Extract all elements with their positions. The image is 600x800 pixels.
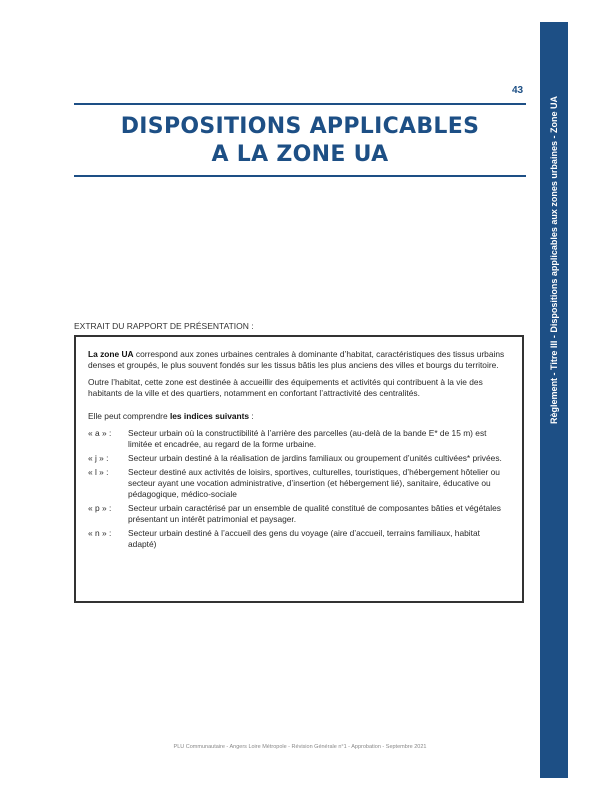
- indice-row: [88, 428, 510, 450]
- indice-code: « l » :: [88, 467, 109, 477]
- extract-box: [74, 335, 524, 603]
- indice-text: Secteur urbain destiné à la réalisation de jardins familiaux ou groupement d’unités cultivées* privées.: [128, 453, 502, 463]
- indice-row: [88, 503, 510, 525]
- indice-code: « n » :: [88, 528, 112, 538]
- indice-row: [88, 528, 510, 550]
- intro-paragraph: [88, 349, 510, 371]
- habitat-paragraph: Outre l’habitat, cette zone est destinée à accueillir des équipements et activités qui contribuent à la vie des habitants de la ville et des quartiers, notamment en confortant l’attractivité des centralités.: [88, 377, 483, 398]
- indice-code: « p » :: [88, 503, 112, 513]
- indice-row: [88, 453, 510, 464]
- indices-intro: [88, 411, 510, 422]
- intro-text: correspond aux zones urbaines centrales à dominante d’habitat, caractéristiques des tissus urbains denses et groupés, le plus souvent fondés sur les tissus bâtis les plus anciens des villes et bourgs du territoire.: [88, 349, 505, 370]
- indice-text: Secteur urbain où la constructibilité à l’arrière des parcelles (au-delà de la bande E* de 15 m) est limitée et encadrée, au regard de la forme urbaine.: [128, 428, 487, 449]
- side-section-label: Règlement - Titre III - Dispositions applicables aux zones urbaines - Zone UA: [549, 96, 559, 424]
- page-title: [74, 113, 526, 169]
- indice-text: Secteur urbain caractérisé par un ensemble de qualité constitué de composantes bâties et végétales présentant un intérêt patrimonial et paysager.: [128, 503, 501, 524]
- title-line-2: A LA ZONE UA: [211, 142, 389, 167]
- title-line-1: DISPOSITIONS APPLICABLES: [120, 114, 480, 139]
- indice-code: « j » :: [88, 453, 109, 463]
- indices-intro-bold: les indices suivants: [169, 411, 250, 421]
- indices-intro-text: Elle peut comprendre: [88, 411, 170, 421]
- indices-intro-colon: :: [249, 411, 254, 421]
- title-bottom-rule: [74, 175, 526, 177]
- indice-text: Secteur urbain destiné à l’accueil des gens du voyage (aire d’accueil, terrains familiaux, habitat adapté): [128, 528, 480, 549]
- title-top-rule: [74, 103, 526, 105]
- zone-name: La zone UA: [88, 349, 134, 359]
- indice-text: Secteur destiné aux activités de loisirs, sportives, culturelles, touristiques, d’hébergement hôtelier ou secteur ayant une vocation administrative, d’insertion (et hébergement lié), sanitaire, éducative ou pédagogique, médico-sociale: [128, 467, 500, 499]
- page-footer: PLU Communautaire - Angers Loire Métropole - Révision Générale n°1 - Approbation - Septembre 2021: [173, 744, 427, 750]
- indice-code: « a » :: [88, 428, 112, 438]
- extract-label: EXTRAIT DU RAPPORT DE PRÉSENTATION :: [74, 321, 254, 331]
- page-number: 43: [512, 85, 524, 96]
- indice-row: [88, 467, 510, 500]
